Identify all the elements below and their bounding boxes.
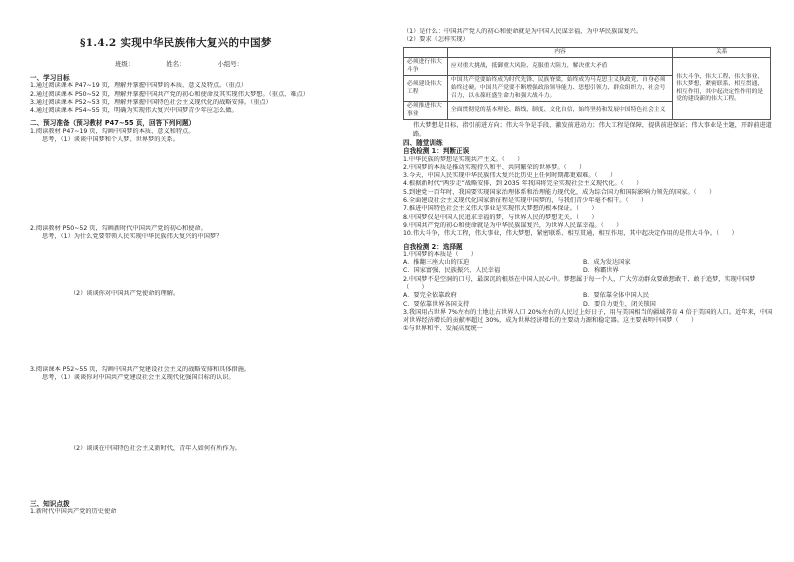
left-q3b xyxy=(70,445,432,453)
mc-options-row xyxy=(403,292,775,300)
mc-option: A．要完全依靠政府 xyxy=(403,292,457,300)
tf-item: 7.推进中国特色社会主义伟大事业是实现伟大梦想的根本保证。（ ） xyxy=(403,205,598,213)
row-label: 必须推进伟大事业 xyxy=(404,102,448,120)
group-label: 小组号： xyxy=(217,60,243,68)
prep-question-2: 2.阅读教材 P50~52 页，勾画新时代中国共产党的初心和使命。 xyxy=(30,225,207,232)
mc-option: ①与世界和平、发展高度统一 xyxy=(403,325,483,333)
mc-option: D．称霸世界 xyxy=(583,267,619,275)
left-knowledge xyxy=(30,500,392,517)
table-row xyxy=(404,58,771,76)
mc-question: 1.中国梦的本质是（ ） xyxy=(403,250,477,258)
prep-question-3: 3.阅读课本 P52~55 页，勾画中国共产党建设社会主义的战略安排和具体措施。 xyxy=(30,366,251,373)
row-content: 中国共产党要始终成为时代先锋、民族脊梁，始终成为马克思主义执政党，自身必须始终过硬。中国共产党要不断增强政治领导能力、思想引领力、群众组织力、社会号召力，以永葆旺盛生命力和强大战斗力。 xyxy=(447,76,672,102)
goal-item: 3.通过阅读课本 P52~53 页，理解并掌握中国特色社会主义现代化的战略安排。（重点） xyxy=(30,98,272,106)
right-column xyxy=(403,28,775,334)
left-q3 xyxy=(30,366,392,383)
left-q2b xyxy=(70,290,432,298)
mc-options-row xyxy=(403,267,775,275)
mc-option: C．国家富强、民族振兴、人民幸福 xyxy=(403,267,501,275)
mc-option: A．推翻三座大山的压迫 xyxy=(403,259,470,267)
table-header-relation: 关系 xyxy=(673,47,771,58)
tf-item: 8.中国梦仅是中国人民追求幸福的梦，与世界人民的梦想无关。（ ） xyxy=(403,213,598,221)
table-header-row xyxy=(404,47,771,58)
mc-question: 2.中国梦不是空洞的口号，最深沉的根基在中国人民心中。梦想属于每一个人，广大劳动群众要敢想敢干、敢于追梦，实现中国梦（ ） xyxy=(403,275,756,291)
think-2b: （2）谈谈你对中国共产党使命的理解。 xyxy=(70,290,180,297)
left-q2 xyxy=(30,225,392,242)
tf-item: 9.中国共产党的初心和使命就是为中华民族谋复兴，为世界人民谋幸福。（ ） xyxy=(403,221,623,229)
goals-heading: 一、学习目标 xyxy=(30,74,70,82)
goal-item: 4.通过阅读课本 P54~55 页，明确为实现伟大复兴中国梦青少年应怎么做。 xyxy=(30,107,238,115)
mission-requirements: （2）要求（怎样实现） xyxy=(403,36,469,44)
student-info xyxy=(115,59,273,68)
prep-heading: 二、预习准备（预习教材 P47~55 页，回答下列问题） xyxy=(30,119,196,128)
class-label: 班级： xyxy=(115,60,135,68)
tf-item: 4.根据新时代“两步走”战略安排，到 2035 年我国将完全实现社会主义现代化。（ ） xyxy=(403,180,643,188)
mc-question: 3.我国用占世界 7%左右的土地让占世界人口 20%左右的人民过上好日子，用与美国相当的疆域养育 4 倍于美国的人口。近年来，中国对世界经济增长的贡献率超过 30%，成为世界经济增长的主要动力源和稳定器。这主要表明中国梦（ ） xyxy=(403,308,773,325)
mc-option: D．要自力更生，闭关锁国 xyxy=(583,300,656,308)
practice-heading: 四、随堂训练 xyxy=(403,138,443,147)
tf-item: 6.全面建设社会主义现代化国家新征程是实现中国梦的，与我们青少年毫不相干。（ ） xyxy=(403,197,648,205)
relation-summary: 伟大梦想是目标，指引前进方向；伟大斗争是手段，激发前进动力；伟大工程是保障，提供前进保证；伟大事业是主题，开辟前进道路。 xyxy=(413,122,772,138)
table-header-content: 内容 xyxy=(447,47,672,58)
mc-options-row xyxy=(403,301,775,309)
check1-heading: 自我检测 1：判断正误 xyxy=(403,147,470,156)
relation-cell: 伟大斗争、伟大工程、伟大事业、伟大梦想，紧密联系、相互贯通、相互作用，其中起决定性作用的是党的建设新的伟大工程。 xyxy=(673,58,771,120)
think-1: 思考，（1）谈谈中国梦和个人梦、世界梦的关系。 xyxy=(42,136,179,144)
page-title: §1.4.2 实现中华民族伟大复兴的中国梦 xyxy=(80,37,272,49)
mc-option: B．要依靠全体中国人民 xyxy=(583,292,650,300)
table-corner xyxy=(404,47,448,58)
think-3a: 思考，（1）谈谈你对中国共产党建设社会主义现代化强国目标的认识。 xyxy=(42,374,235,382)
row-content: 全面贯彻党的基本理论、路线、制度、文化自信，始终坚持和发展中国特色社会主义 xyxy=(447,102,672,120)
row-label: 必须建设伟大工程 xyxy=(404,76,448,102)
think-2a: 思考，（1）为什么党要带领人民实现中华民族伟大复兴的中国梦？ xyxy=(42,233,223,241)
think-3b: （2）谈谈在中国特色社会主义新时代，青年人如何有所作为。 xyxy=(70,445,241,452)
name-label: 姓名： xyxy=(166,60,186,68)
knowledge-item-1: 1.新时代中国共产党的历史使命 xyxy=(30,508,117,516)
knowledge-heading: 三、知识点拨 xyxy=(30,500,70,508)
check2-heading: 自我检测 2：选择题 xyxy=(403,242,463,251)
tf-item: 10.伟大斗争，伟大工程，伟大事业，伟大梦想，紧密联系、相互贯通，相互作用，其中起决定作用的是伟大斗争。（ ） xyxy=(403,230,738,238)
requirements-table xyxy=(403,47,771,121)
row-content: 应对重大挑战，抵御重大风险、克服重大阻力，解决重大矛盾 xyxy=(447,58,672,76)
prep-question-1: 1.阅读教材 P47~19 页，勾画中国梦的本质、意义和特点。 xyxy=(30,127,195,135)
mc-option: B．成为发达国家 xyxy=(583,259,631,267)
left-column xyxy=(30,74,392,144)
mission-what: （1）是什么：中国共产党人的初心和使命就是为中国人民谋幸福，为中华民族谋复兴。 xyxy=(403,28,643,35)
mc-option: C．要依靠世界各国支持 xyxy=(403,300,470,308)
tf-item: 1.中华民族的梦想是实现共产主义。（ ） xyxy=(403,155,524,163)
goal-item: 1.通过阅读课本 P47~19 页，理解并掌握中国梦的本质、意义及特点。（重点） xyxy=(30,82,248,90)
tf-item: 2.中国梦的本质是推动实现持久和平、共同繁荣的世界梦。（ ） xyxy=(403,163,586,171)
goal-item: 2.通过阅读课本 P50~52 页，理解并掌握中国共产党的初心和使命及其实现伟大梦想。（重点、难点） xyxy=(30,90,309,98)
row-label: 必须进行伟大斗争 xyxy=(404,58,448,76)
tf-item: 3.今天，中国人民实现中华民族伟大复兴比历史上任何时期都更艰难。（ ） xyxy=(403,172,617,180)
tf-item: 5.到建党一百年时，我国要实现国家治理体系和治理能力现代化，成为综合国力和国际影响力领先的国家。（ ） xyxy=(403,188,716,196)
